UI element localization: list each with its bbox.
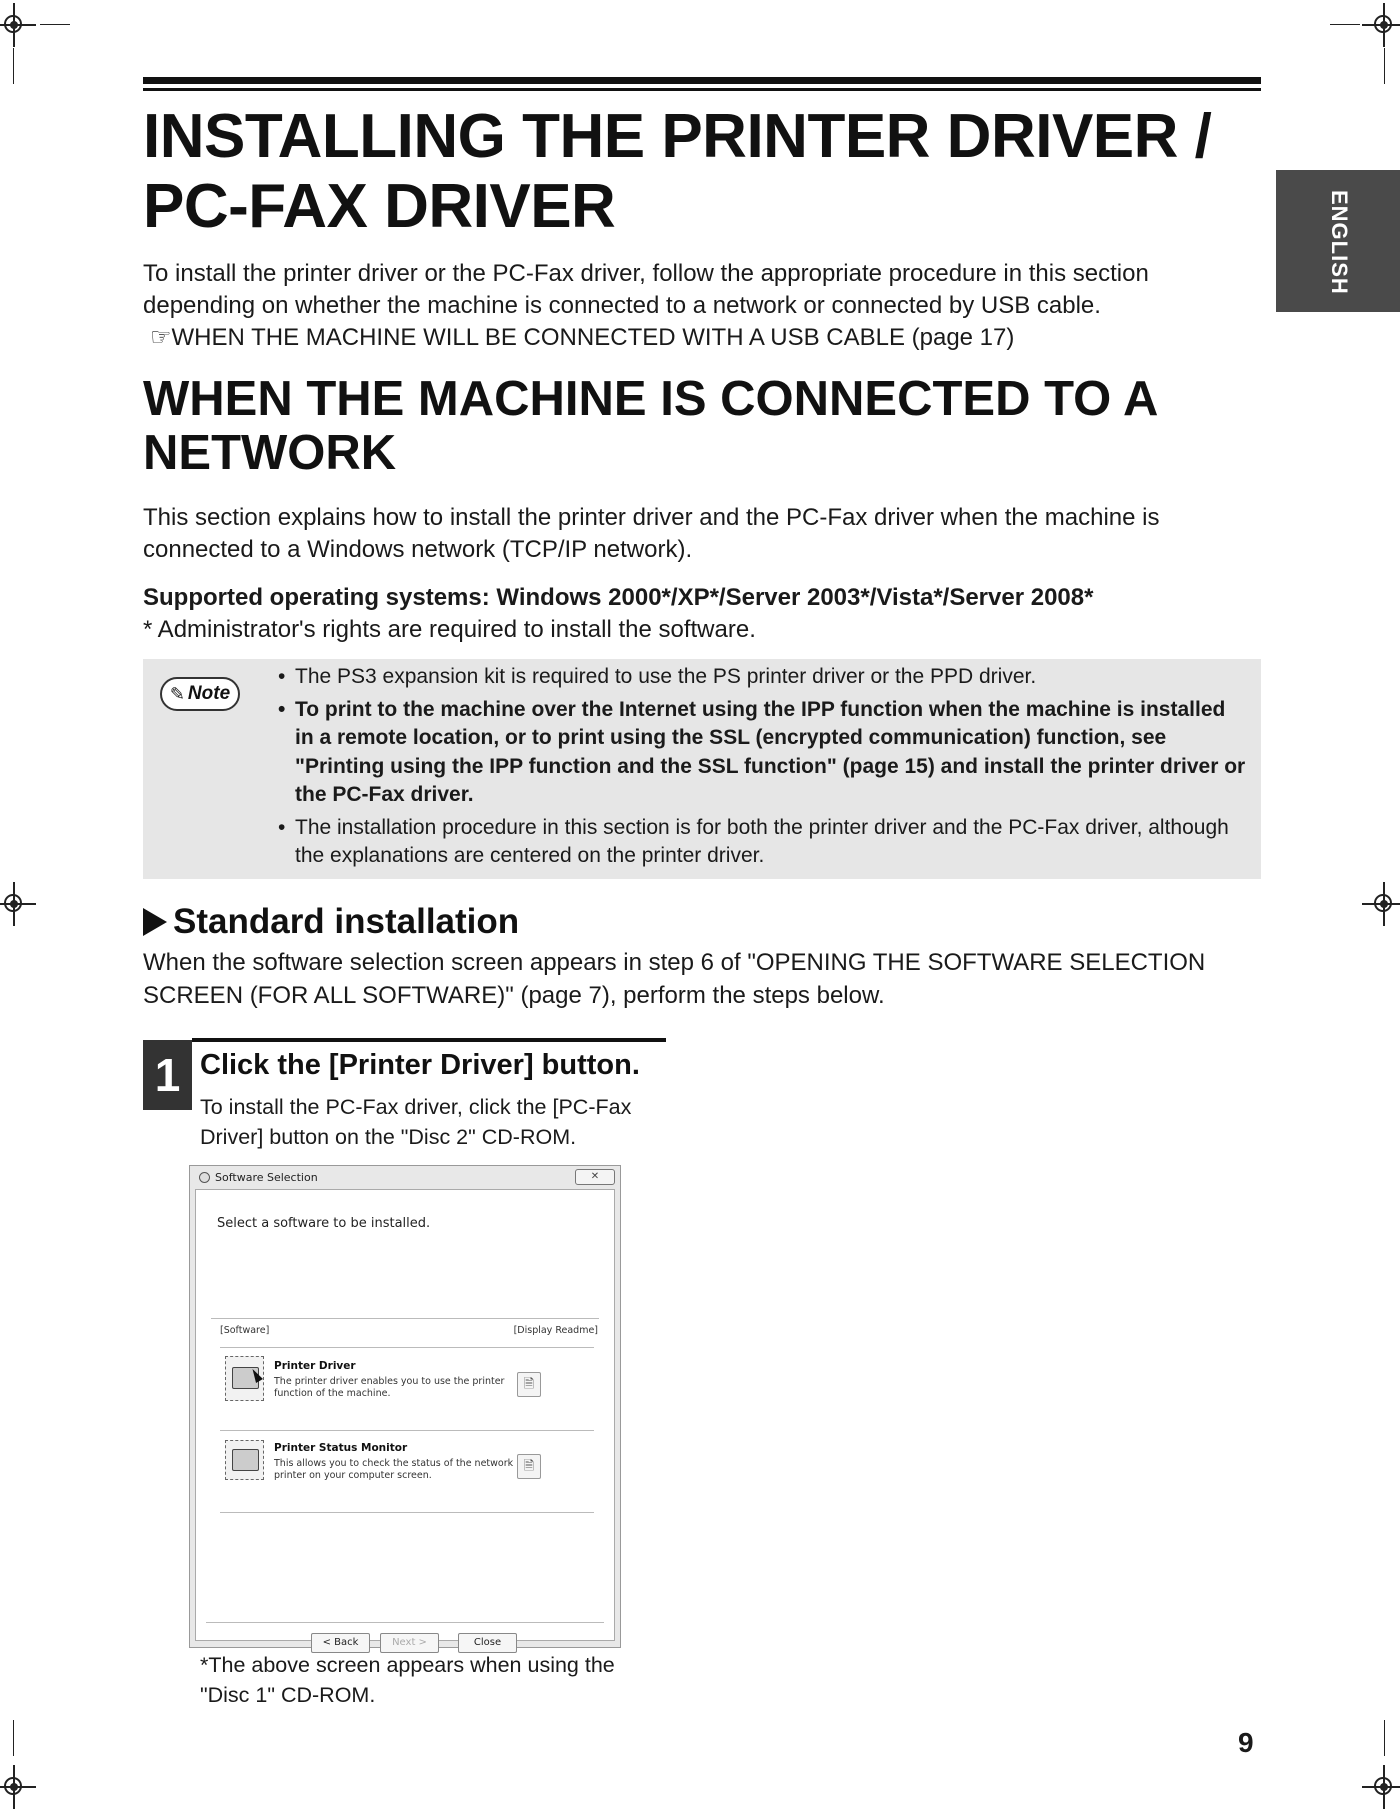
divider bbox=[220, 1512, 594, 1513]
admin-rights-note: * Administrator's rights are required to install the software. bbox=[143, 616, 756, 643]
dialog-body bbox=[195, 1189, 615, 1648]
printer-driver-readme-button[interactable]: 🗎 bbox=[517, 1372, 541, 1397]
note-item: • The PS3 expansion kit is required to use the PS printer driver or the PPD driver. bbox=[278, 663, 1248, 692]
next-button[interactable]: Next > bbox=[380, 1633, 439, 1653]
note-badge bbox=[160, 677, 240, 711]
usb-cable-reference-link[interactable]: ☞WHEN THE MACHINE WILL BE CONNECTED WITH A USB CABLE (page 17) bbox=[150, 324, 1015, 351]
intro-line-2: depending on whether the machine is connected to a network or connected by USB cable. bbox=[143, 292, 1101, 319]
close-button[interactable]: Close bbox=[458, 1633, 517, 1653]
dialog-prompt: Select a software to be installed. bbox=[217, 1216, 431, 1231]
standard-line-2: SCREEN (FOR ALL SOFTWARE)" (page 7), perform the steps below. bbox=[143, 982, 885, 1009]
divider bbox=[220, 1347, 594, 1348]
page-title: INSTALLING THE PRINTER DRIVER / PC-FAX DRIVER bbox=[143, 102, 1212, 241]
trim-line bbox=[1384, 1720, 1385, 1756]
standard-line-1: When the software selection screen appears in step 6 of "OPENING THE SOFTWARE SELECTION bbox=[143, 949, 1206, 976]
column-display-readme: [Display Readme] bbox=[513, 1325, 598, 1336]
printer-status-monitor-button[interactable] bbox=[225, 1440, 264, 1480]
printer-status-monitor-readme-button[interactable]: 🗎 bbox=[517, 1454, 541, 1479]
printer-driver-description: The printer driver enables you to use the printer function of the machine. bbox=[274, 1376, 505, 1399]
trim-line bbox=[1330, 24, 1360, 25]
dialog-titlebar bbox=[190, 1166, 620, 1188]
printer-status-monitor-description: This allows you to check the status of the network printer on your computer screen. bbox=[274, 1458, 514, 1481]
header-rule-thick bbox=[143, 77, 1261, 84]
printer-status-monitor-label: Printer Status Monitor bbox=[274, 1442, 408, 1454]
language-tab bbox=[1276, 170, 1400, 312]
note-label: Note bbox=[187, 683, 231, 704]
printer-driver-label: Printer Driver bbox=[274, 1360, 356, 1372]
back-button[interactable]: < Back bbox=[311, 1633, 370, 1653]
software-selection-dialog bbox=[189, 1165, 621, 1648]
registration-mark-mid-left bbox=[0, 882, 36, 926]
trim-line bbox=[13, 48, 14, 84]
monitor-icon bbox=[232, 1449, 259, 1471]
note-box bbox=[143, 659, 1261, 879]
intro-line-1: To install the printer driver or the PC-Fax driver, follow the appropriate procedure in this section bbox=[143, 260, 1149, 287]
step-title: Click the [Printer Driver] button. bbox=[200, 1049, 640, 1081]
note-item: • The installation procedure in this section is for both the printer driver and the PC-Fax driver, although the explanations are centered on the printer driver. bbox=[278, 814, 1248, 871]
header-rule-thin bbox=[143, 88, 1261, 91]
triangle-bullet-icon bbox=[143, 908, 167, 936]
trim-line bbox=[13, 1720, 14, 1756]
note-list bbox=[278, 663, 1248, 875]
language-tab-label: ENGLISH bbox=[1327, 190, 1352, 295]
registration-mark-bottom-left bbox=[0, 1765, 36, 1809]
divider bbox=[206, 1622, 604, 1623]
pencil-icon: ✎ bbox=[169, 683, 185, 704]
step-number: 1 bbox=[143, 1040, 192, 1110]
step-rule bbox=[192, 1038, 666, 1042]
trim-line bbox=[1384, 48, 1385, 84]
column-software: [Software] bbox=[220, 1325, 270, 1336]
standard-installation-title: Standard installation bbox=[173, 902, 520, 941]
trim-line bbox=[40, 24, 70, 25]
note-item: • To print to the machine over the Internet using the IPP function when the machine is installed in a remote location, or to print using the SSL (encrypted communication) function, see "Printing using the IPP function and the SSL function" (page 15) and install the printer driver or the PC-Fax driver. bbox=[278, 696, 1248, 810]
step-description: To install the PC-Fax driver, click the [PC-Fax Driver] button on the "Disc 2" CD-ROM. bbox=[200, 1095, 632, 1149]
registration-mark-mid-right bbox=[1362, 882, 1400, 926]
screenshot-caption: *The above screen appears when using the "Disc 1" CD-ROM. bbox=[200, 1653, 615, 1707]
standard-installation-heading bbox=[143, 900, 519, 944]
disc-icon bbox=[199, 1172, 210, 1183]
divider bbox=[220, 1430, 594, 1431]
section-title: WHEN THE MACHINE IS CONNECTED TO A NETWORK bbox=[143, 372, 1157, 480]
dialog-close-button[interactable]: ✕ bbox=[575, 1169, 615, 1185]
supported-os: Supported operating systems: Windows 2000*/XP*/Server 2003*/Vista*/Server 2008* bbox=[143, 584, 1094, 611]
registration-mark-top-left bbox=[0, 3, 36, 47]
section-paragraph-line-2: connected to a Windows network (TCP/IP network). bbox=[143, 536, 693, 563]
page-number: 9 bbox=[1238, 1727, 1254, 1758]
divider bbox=[211, 1318, 599, 1319]
registration-mark-top-right bbox=[1362, 3, 1400, 47]
registration-mark-bottom-right bbox=[1362, 1765, 1400, 1809]
section-paragraph-line-1: This section explains how to install the printer driver and the PC-Fax driver when the machine is bbox=[143, 504, 1160, 531]
dialog-title: Software Selection bbox=[215, 1171, 318, 1184]
